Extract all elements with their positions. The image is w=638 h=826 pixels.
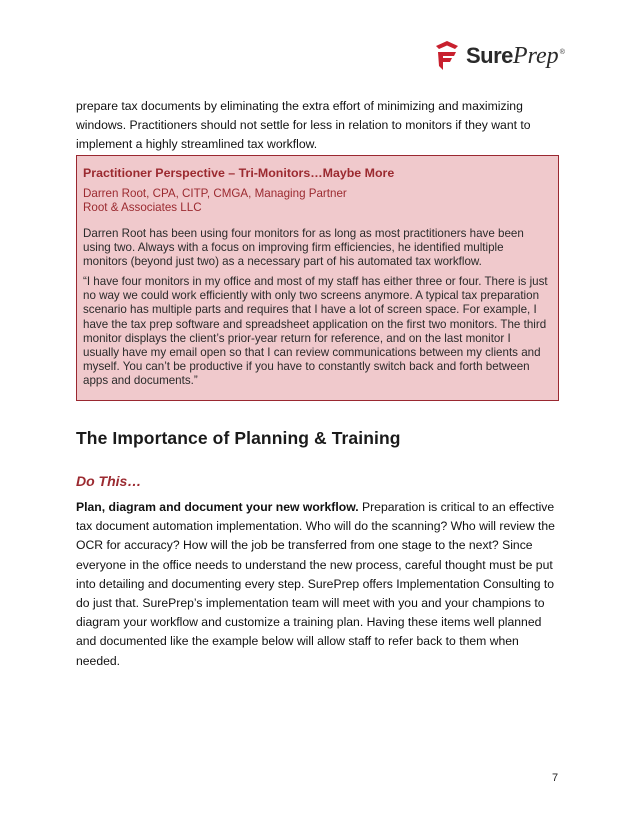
logo-wordmark — [466, 43, 565, 70]
callout-paragraph-intro: Darren Root has been using four monitors for as long as most practitioners have been using two. Always with a focus on improving firm efficiencies, he identified multiple monitors (beyond just two) as a necessary part of his automated tax workflow. — [83, 227, 524, 269]
callout-title: Practitioner Perspective – Tri-Monitors…Maybe More — [83, 166, 395, 180]
logo-text-prep: Prep — [512, 42, 559, 69]
sureprep-emblem-icon — [432, 40, 462, 72]
page-number: 7 — [552, 772, 559, 784]
callout-author-name: Darren Root, CPA, CITP, CMGA, Managing Partner — [83, 187, 347, 200]
intro-paragraph: prepare tax documents by eliminating the extra effort of minimizing and maximizing windows. Practitioners should not settle for less in relation to monitors if they want to implement a highly streamlined tax workflow. — [76, 99, 531, 151]
sureprep-logo — [432, 38, 572, 74]
section-subheading: Do This… — [76, 473, 142, 489]
paragraph-lead-bold: Plan, diagram and document your new workflow. — [76, 500, 359, 514]
callout-paragraph-quote: “I have four monitors in my office and most of my staff has either three or four. There is just no way we could work efficiently with only two screens anymore. A typical tax preparation scenario has multiple parts and requires that I have a lot of screen space. For example, I have the tax prep software and spreadsheet application on the first two monitors. The third monitor displays the client’s prior-year return for reference, and on the last monitor I usually have my email open so that I can review communications between my clients and myself. You can’t be productive if you have to constantly switch back and forth between apps and documents.” — [83, 275, 548, 387]
callout-author-firm: Root & Associates LLC — [83, 201, 202, 214]
logo-registered-mark: ® — [559, 48, 565, 56]
section-paragraph — [76, 498, 562, 671]
practitioner-perspective-callout — [76, 155, 559, 401]
paragraph-body: Preparation is critical to an effective tax document automation implementation. Who will do the scanning? Who will review the OCR for accuracy? How will the job be transferred from one stage to the next? Since everyone in the office needs to understand the new process, careful thought must be put into detailing and documenting every step. SurePrep offers Implementation Consulting to do just that. SurePrep’s implementation team will meet with you and your champions to diagram your workflow and customize a training plan. Having these items well planned and documented like the example below will allow staff to refer back to them when needed. — [76, 500, 555, 668]
section-heading: The Importance of Planning & Training — [76, 428, 401, 448]
logo-text-sure: Sure — [466, 42, 513, 68]
